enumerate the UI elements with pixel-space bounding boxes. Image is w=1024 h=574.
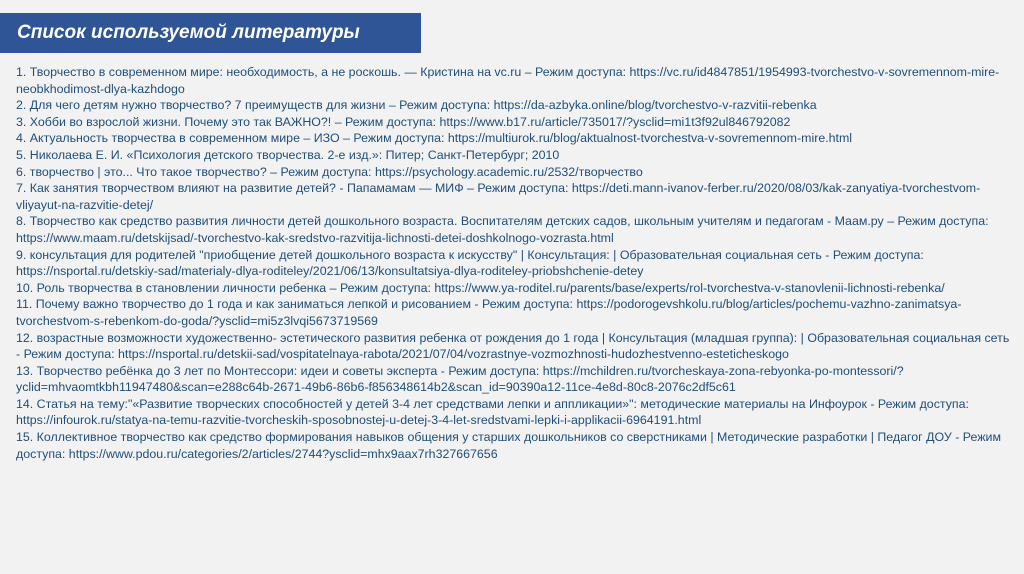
slide-title: Список используемой литературы <box>17 22 360 43</box>
reference-item: 13. Творчество ребёнка до 3 лет по Монтессори: идеи и советы эксперта - Режим доступа: https://mchildren.ru/tvorcheskaya-zona-rebyonka-po-montessori/?yclid=mhvaomtkbh11947480&scan=e288c64b-2671-49b6-86b6-f856348614b2&scan_id=90390a12-11ce-4e8d-80c8-2076c2df5c61 <box>16 363 904 395</box>
reference-item: 4. Актуальность творчества в современном мире – ИЗО – Режим доступа: https://multiurok.ru/blog/aktualnost-tvorchestva-v-sovremennom-mire.html <box>16 131 853 146</box>
title-bar <box>0 13 421 53</box>
reference-item: 15. Коллективное творчество как средство формирования навыков общения у старших дошкольников со сверстниками | Методические разработки | Педагог ДОУ - Режим доступа: https://www.pdou.ru/categories/2/articles/2744?ysclid=mhx9aax7rh327667656 <box>16 430 1001 461</box>
reference-item: 11. Почему важно творчество до 1 года и как заниматься лепкой и рисованием - Режим доступа: https://podorogevshkolu.ru/blog/articles/pochemu-vazhno-zanimatsya-tvorchestvom-s-rebenkom-do-goda/?ysclid=mi5z3lvqi5673719569 <box>16 297 962 328</box>
reference-item: 9. консультация для родителей "приобщение детей дошкольного возраста к искусству" | Консультация: | Образовательная социальная сеть - Режим доступа: https://nsportal.ru/detskiy-sad/materialy-dlya-roditeley/2021/06/13/konsultatsiya-dlya-roditeley-priobshchenie-detey <box>16 247 924 279</box>
reference-item: 14. Статья на тему:"«Развитие творческих способностей у детей 3-4 лет средствами лепки и аппликации»": методические материалы на Инфоурок - Режим доступа: https://infourok.ru/statya-na-temu-razvitie-tvorcheskih-sposobnostej-u-detej-3-4-let-sredstvami-lepki-i-applikacii-6964191.html <box>16 396 969 428</box>
reference-list <box>16 64 1010 462</box>
reference-item: 12. возрастные возможности художественно- эстетического развития ребенка от рождения до 1 года | Консультация (младшая группа): | Образовательная социальная сеть - Режим доступа: https://nsportal.ru/detskii-sad/vospitatelnaya-rabota/2021/07/04/vozrastnye-vozmozhnosti-hudozhestvenno-esteticheskogo <box>16 330 1010 362</box>
reference-item: 10. Роль творчества в становлении личности ребенка – Режим доступа: https://www.ya-roditel.ru/parents/base/experts/rol-tvorchestva-v-stanovlenii-lichnosti-rebenka/ <box>16 280 945 295</box>
reference-item: 8. Творчество как средство развития личности детей дошкольного возраста. Воспитателям детских садов, школьным учителям и педагогам - Маам.ру – Режим доступа: https://www.maam.ru/detskijsad/-tvorchestvo-kak-sredstvo-razvitija-lichnosti-detei-doshkolnogo-vozrasta.html <box>16 214 989 245</box>
reference-item: 2. Для чего детям нужно творчество? 7 преимуществ для жизни – Режим доступа: https://da-azbyka.online/blog/tvorchestvo-v-razvitii-rebenka <box>16 98 817 113</box>
reference-item: 7. Как занятия творчеством влияют на развитие детей? - Папамамам — МИФ – Режим доступа: https://deti.mann-ivanov-ferber.ru/2020/08/03/kak-zanyatiya-tvorchestvom-vliyayut-na-razvitie-detej/ <box>16 181 981 212</box>
reference-item: 5. Николаева Е. И. «Психология детского творчества. 2-е изд.»: Питер; Санкт-Петербург; 2010 <box>16 147 560 162</box>
reference-item: 6. творчество | это... Что такое творчество? – Режим доступа: https://psychology.academic.ru/2532/творчество <box>16 164 643 179</box>
reference-item: 1. Творчество в современном мире: необходимость, а не роскошь. — Кристина на vc.ru – Режим доступа: https://vc.ru/id4847851/1954993-tvorchestvo-v-sovremennom-mire-neobkhodimost-dlya-kazhdogo <box>16 65 1000 96</box>
reference-item: 3. Хобби во взрослой жизни. Почему это так ВАЖНО?! – Режим доступа: https://www.b17.ru/article/735017/?ysclid=mi1t3f92ul846792082 <box>16 114 791 129</box>
